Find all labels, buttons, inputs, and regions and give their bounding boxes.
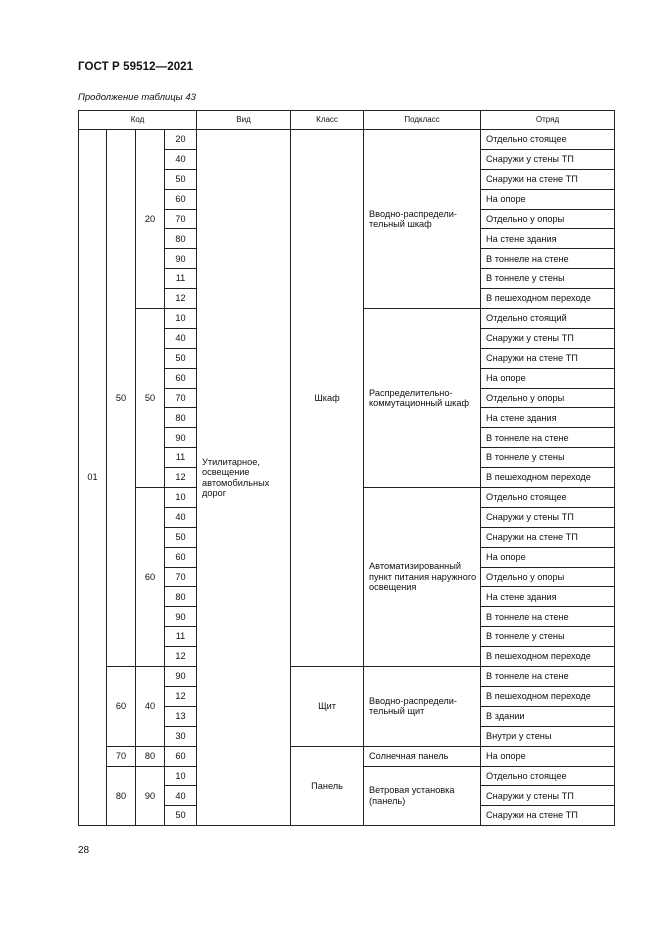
code-level4-cell: 10	[165, 309, 197, 329]
otryad-cell: В тоннеле на стене	[481, 667, 615, 687]
otryad-cell: В пешеходном переходе	[481, 468, 615, 488]
code-level4-cell: 90	[165, 249, 197, 269]
otryad-cell: Отдельно у опоры	[481, 567, 615, 587]
code-level4-cell: 60	[165, 368, 197, 388]
otryad-cell: В тоннеле на стене	[481, 249, 615, 269]
header-klass: Класс	[291, 111, 364, 130]
code-level4-cell: 80	[165, 408, 197, 428]
code-level3-cell: 20	[136, 130, 165, 309]
otryad-cell: Снаружи у стены ТП	[481, 507, 615, 527]
otryad-cell: Снаружи у стены ТП	[481, 786, 615, 806]
code-level3-cell: 50	[136, 309, 165, 488]
document-title: ГОСТ Р 59512—2021	[78, 61, 194, 73]
classification-table	[78, 110, 615, 826]
code-level4-cell: 80	[165, 587, 197, 607]
code-level4-cell: 11	[165, 448, 197, 468]
otryad-cell: Отдельно у опоры	[481, 209, 615, 229]
code-level4-cell: 60	[165, 746, 197, 766]
code-level4-cell: 13	[165, 706, 197, 726]
code-level3-cell: 90	[136, 766, 165, 826]
header-kod: Код	[79, 111, 197, 130]
otryad-cell: В пешеходном переходе	[481, 647, 615, 667]
otryad-cell: В тоннеле у стены	[481, 448, 615, 468]
table-caption: Продолжение таблицы 43	[78, 92, 196, 103]
otryad-cell: Отдельно стоящее	[481, 488, 615, 508]
otryad-cell: Отдельно у опоры	[481, 388, 615, 408]
code-level4-cell: 40	[165, 328, 197, 348]
otryad-cell: На опоре	[481, 547, 615, 567]
table-row	[79, 130, 615, 150]
otryad-cell: Отдельно стоящий	[481, 309, 615, 329]
code-level4-cell: 20	[165, 130, 197, 150]
otryad-cell: Снаружи у стены ТП	[481, 328, 615, 348]
vid-cell: Утилитарное, освещение автомобильных дорог	[197, 130, 291, 826]
header-podklass: Подкласс	[364, 111, 481, 130]
code-level3-cell: 80	[136, 746, 165, 766]
code-level2-cell: 80	[107, 766, 136, 826]
subclass-cell: Ветровая установка (панель)	[364, 766, 481, 826]
subclass-cell: Автоматизированный пункт питания наружного освещения	[364, 488, 481, 667]
class-cell: Панель	[291, 746, 364, 826]
subclass-cell: Распределительно-коммутационный шкаф	[364, 309, 481, 488]
code-level3-cell: 40	[136, 667, 165, 747]
code-level3-cell: 60	[136, 488, 165, 667]
otryad-cell: Снаружи на стене ТП	[481, 169, 615, 189]
subclass-cell: Вводно-распредели-тельный щит	[364, 667, 481, 747]
code-level4-cell: 60	[165, 189, 197, 209]
code-level1-cell: 01	[79, 130, 107, 826]
code-level4-cell: 50	[165, 169, 197, 189]
code-level4-cell: 40	[165, 786, 197, 806]
header-otryad: Отряд	[481, 111, 615, 130]
code-level4-cell: 70	[165, 209, 197, 229]
code-level4-cell: 90	[165, 607, 197, 627]
code-level4-cell: 40	[165, 507, 197, 527]
otryad-cell: В тоннеле у стены	[481, 269, 615, 289]
subclass-cell: Вводно-распредели-тельный шкаф	[364, 130, 481, 309]
code-level4-cell: 40	[165, 149, 197, 169]
otryad-cell: Снаружи на стене ТП	[481, 527, 615, 547]
code-level2-cell: 60	[107, 667, 136, 747]
code-level4-cell: 80	[165, 229, 197, 249]
otryad-cell: В тоннеле на стене	[481, 428, 615, 448]
table-header-row	[79, 111, 615, 130]
otryad-cell: На опоре	[481, 368, 615, 388]
page-number: 28	[78, 845, 90, 856]
otryad-cell: Снаружи на стене ТП	[481, 806, 615, 826]
code-level4-cell: 10	[165, 488, 197, 508]
otryad-cell: На стене здания	[481, 587, 615, 607]
otryad-cell: Снаружи у стены ТП	[481, 149, 615, 169]
otryad-cell: В пешеходном переходе	[481, 686, 615, 706]
code-level4-cell: 50	[165, 527, 197, 547]
otryad-cell: Внутри у стены	[481, 726, 615, 746]
class-cell: Шкаф	[291, 130, 364, 667]
otryad-cell: В пешеходном переходе	[481, 289, 615, 309]
code-level4-cell: 90	[165, 667, 197, 687]
otryad-cell: Отдельно стоящее	[481, 766, 615, 786]
code-level4-cell: 90	[165, 428, 197, 448]
code-level2-cell: 70	[107, 746, 136, 766]
class-cell: Щит	[291, 667, 364, 747]
code-level4-cell: 11	[165, 269, 197, 289]
table-row	[79, 667, 615, 687]
code-level4-cell: 30	[165, 726, 197, 746]
otryad-cell: На стене здания	[481, 408, 615, 428]
otryad-cell: В здании	[481, 706, 615, 726]
code-level4-cell: 12	[165, 647, 197, 667]
code-level4-cell: 12	[165, 289, 197, 309]
code-level4-cell: 60	[165, 547, 197, 567]
code-level4-cell: 11	[165, 627, 197, 647]
otryad-cell: В тоннеле у стены	[481, 627, 615, 647]
otryad-cell: На опоре	[481, 189, 615, 209]
otryad-cell: Отдельно стоящее	[481, 130, 615, 150]
otryad-cell: На опоре	[481, 746, 615, 766]
code-level4-cell: 10	[165, 766, 197, 786]
code-level4-cell: 70	[165, 567, 197, 587]
code-level4-cell: 50	[165, 806, 197, 826]
code-level2-cell: 50	[107, 130, 136, 667]
otryad-cell: В тоннеле на стене	[481, 607, 615, 627]
header-vid: Вид	[197, 111, 291, 130]
code-level4-cell: 70	[165, 388, 197, 408]
code-level4-cell: 12	[165, 468, 197, 488]
otryad-cell: Снаружи на стене ТП	[481, 348, 615, 368]
subclass-cell: Солнечная панель	[364, 746, 481, 766]
table-row	[79, 746, 615, 766]
otryad-cell: На стене здания	[481, 229, 615, 249]
code-level4-cell: 50	[165, 348, 197, 368]
code-level4-cell: 12	[165, 686, 197, 706]
